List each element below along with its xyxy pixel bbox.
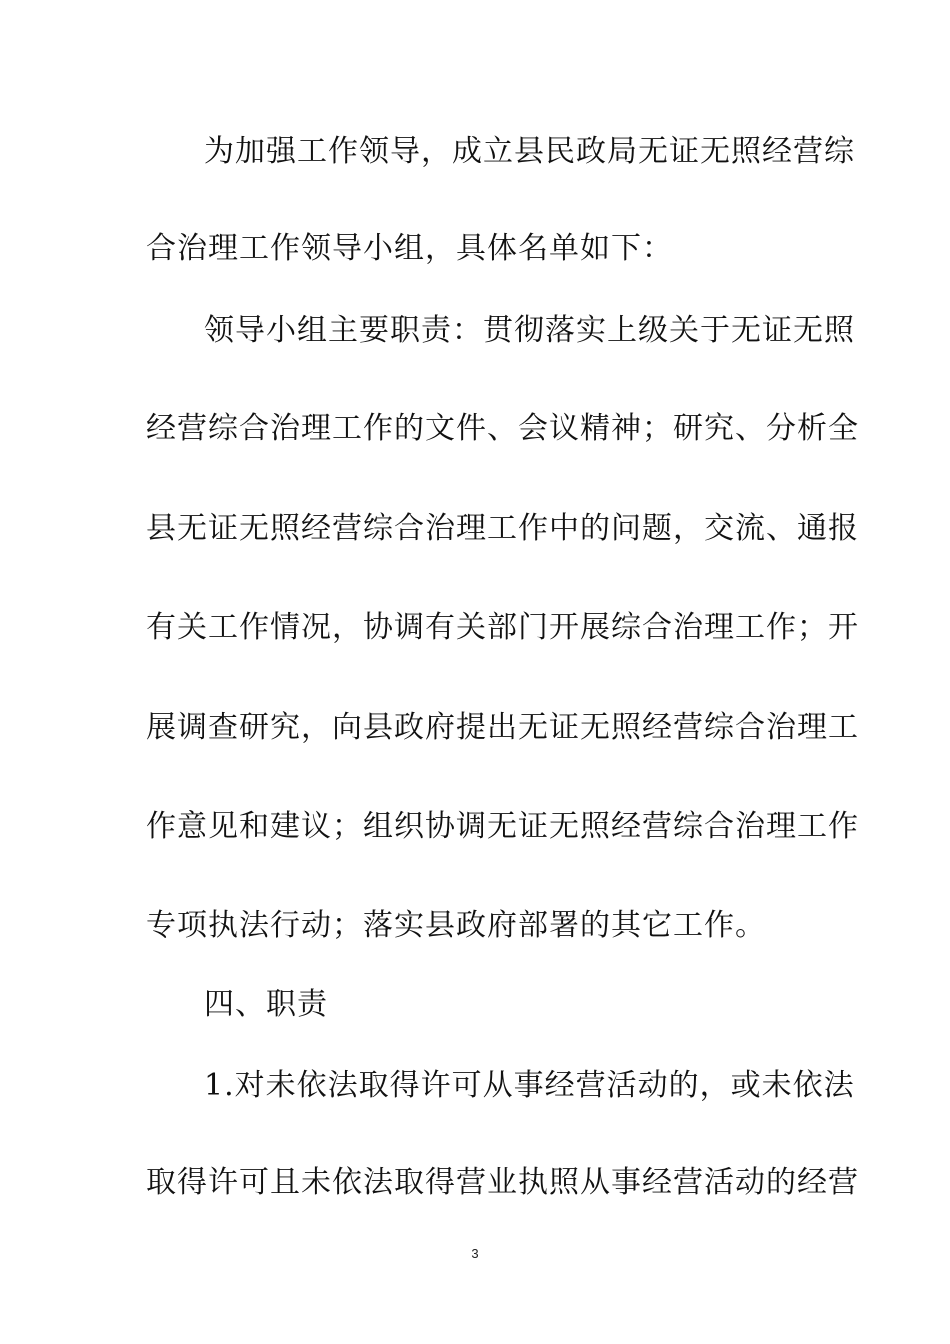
- paragraph-line: 经营综合治理工作的文件、会议精神；研究、分析全: [146, 411, 859, 446]
- paragraph-line: 取得许可且未依法取得营业执照从事经营活动的经营: [146, 1165, 859, 1200]
- paragraph-line: 展调查研究，向县政府提出无证无照经营综合治理工: [146, 710, 859, 745]
- paragraph-line: 为加强工作领导，成立县民政局无证无照经营综: [204, 134, 855, 169]
- paragraph-line: 有关工作情况，协调有关部门开展综合治理工作；开: [146, 610, 859, 645]
- paragraph-line: 领导小组主要职责：贯彻落实上级关于无证无照: [204, 313, 855, 348]
- paragraph-line: 县无证无照经营综合治理工作中的问题，交流、通报: [146, 511, 859, 546]
- section-heading: 四、职责: [204, 987, 328, 1022]
- page-number: 3: [471, 1246, 479, 1261]
- paragraph-line: 1.对未依法取得许可从事经营活动的，或未依法: [204, 1068, 855, 1103]
- paragraph-line: 专项执法行动；落实县政府部署的其它工作。: [146, 908, 766, 943]
- paragraph-line: 作意见和建议；组织协调无证无照经营综合治理工作: [146, 809, 859, 844]
- paragraph-line: 合治理工作领导小组，具体名单如下：: [146, 231, 673, 266]
